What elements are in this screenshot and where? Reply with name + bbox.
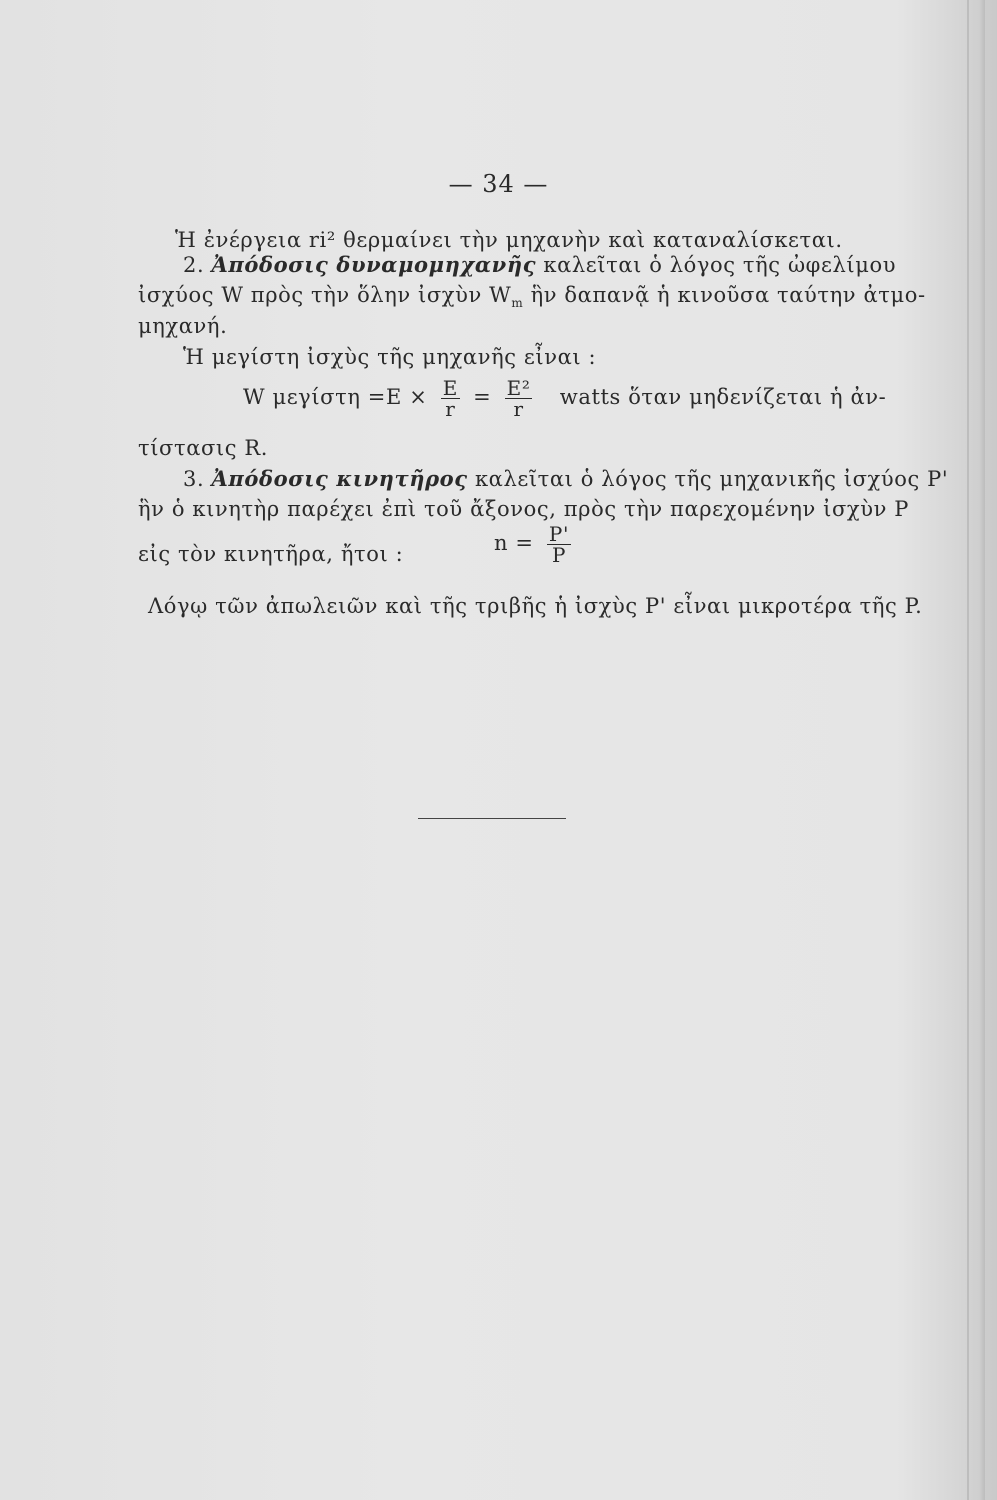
text-line-resistance: τίστασις R. <box>138 436 269 460</box>
formula-efficiency <box>494 524 577 565</box>
formula-eq1: =E × <box>367 385 428 409</box>
paragraph-3-line-3: εἰς τὸν κινητῆρα, ἤτοι : <box>138 542 404 566</box>
paragraph-3-line-2: ἣν ὁ κινητὴρ παρέχει ἐπὶ τοῦ ἄξονος, πρὸς τὴν παρεχομένην ἰσχὺν P <box>138 497 909 521</box>
paragraph-2-line-2 <box>138 283 926 310</box>
fraction-denominator: r <box>505 398 533 419</box>
fraction-numerator: E <box>442 376 458 400</box>
paragraph-2-line-2-text: ἰσχύος W πρὸς τὴν ὅλην ἰσχὺν <box>138 283 482 307</box>
term-dynamo-efficiency: Ἀπόδοσις δυναμομηχανῆς <box>211 252 537 277</box>
paragraph-3-line-1 <box>183 466 948 491</box>
page-number: — 34 — <box>448 170 549 198</box>
book-spine-line <box>967 0 969 1500</box>
book-spine-shadow <box>979 0 985 1500</box>
fraction-e-over-r <box>441 378 460 419</box>
formula-eq2: = <box>473 385 492 409</box>
paragraph-2-text: καλεῖται ὁ λόγος τῆς ὠφελίμου <box>543 253 897 277</box>
paragraph-2-line-1 <box>183 252 896 277</box>
formula2-lhs: n = <box>494 531 534 555</box>
fraction-denominator: r <box>441 398 460 419</box>
fraction-p-prime-over-p <box>547 524 571 565</box>
formula-tail-text: watts ὅταν μηδενίζεται ἡ ἀν- <box>559 385 887 409</box>
fraction-e2-over-r <box>505 378 533 419</box>
formula-max-power <box>243 378 886 419</box>
max-power-intro: Ἡ μεγίστη ἰσχὺς τῆς μηχανῆς εἶναι : <box>183 345 597 369</box>
symbol-w: W <box>489 283 512 307</box>
fraction-numerator: E² <box>506 376 531 400</box>
fraction-denominator: P <box>547 544 571 565</box>
formula-lhs: W μεγίστη <box>243 385 361 409</box>
paragraph-2-number: 2. <box>183 253 205 277</box>
fraction-numerator: P' <box>548 522 570 546</box>
section-divider <box>418 818 566 819</box>
paragraph-2-line-3: μηχανή. <box>138 314 228 338</box>
text-line-energy: Ἡ ἐνέργεια ri² θερμαίνει τὴν μηχανὴν καὶ καταναλίσκεται. <box>175 228 843 252</box>
text-line-losses: Λόγῳ τῶν ἀπωλειῶν καὶ τῆς τριβῆς ἡ ἰσχὺς P' εἶναι μικροτέρα τῆς P. <box>148 594 923 618</box>
paragraph-3-number: 3. <box>183 467 205 491</box>
paragraph-2-line-2-end: ἣν δαπανᾷ ἡ κινοῦσα ταύτην ἀτμο- <box>530 283 926 307</box>
paragraph-3-text: καλεῖται ὁ λόγος τῆς μηχανικῆς ἰσχύος P' <box>474 467 949 491</box>
subscript-m: m <box>511 296 524 311</box>
term-motor-efficiency: Ἀπόδοσις κινητῆρος <box>211 466 468 491</box>
